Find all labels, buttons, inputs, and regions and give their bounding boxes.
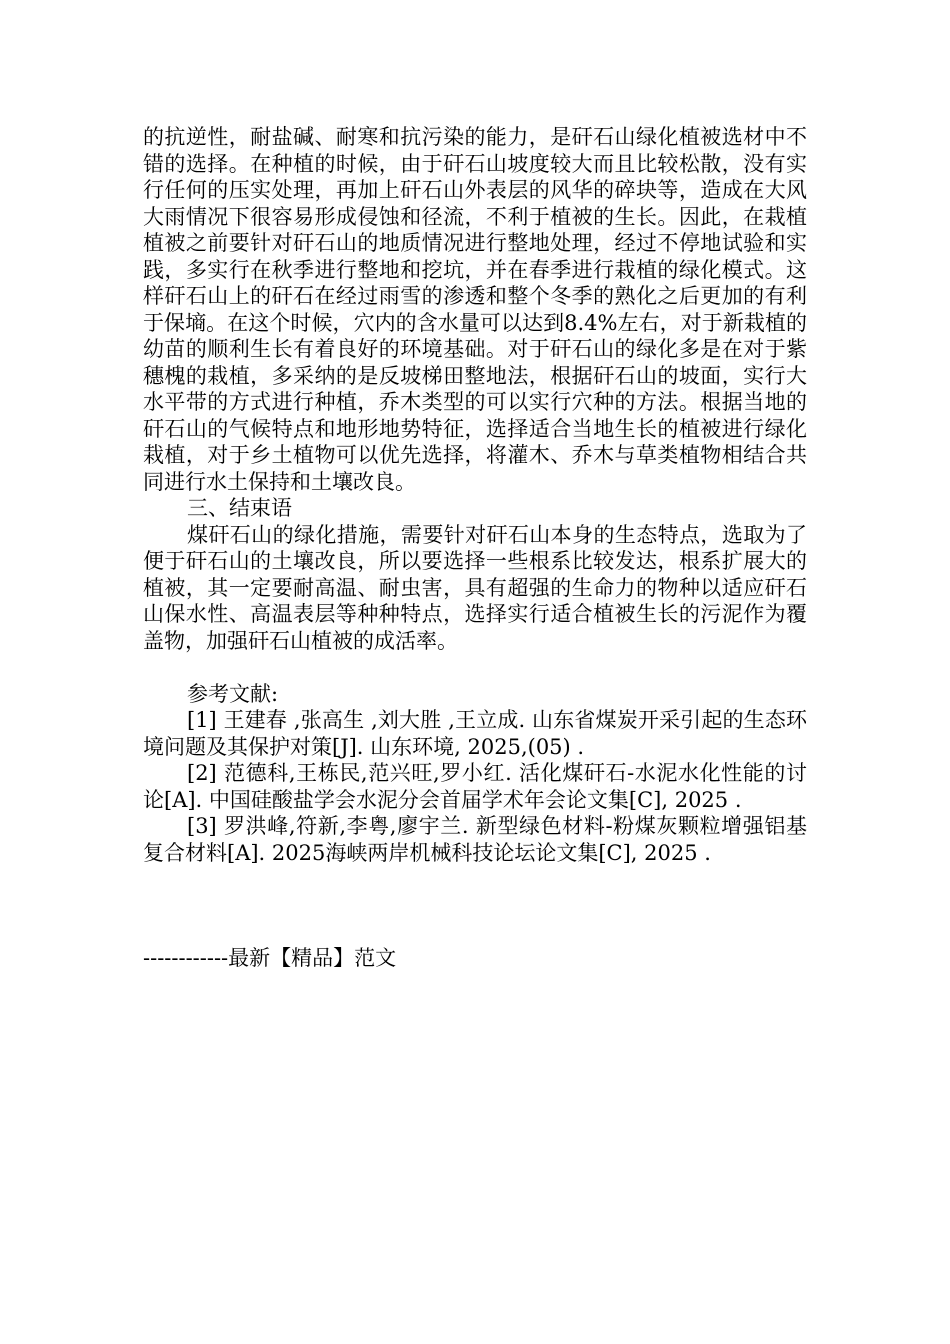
conclusion-paragraph: 煤矸石山的绿化措施，需要针对矸石山本身的生态特点，选取为了便于矸石山的土壤改良，所以要选择一些根系比较发达，根系扩展大的植被，其一定要耐高温、耐虫害，具有超强的生命力的物种以适应矸石山保水性、高温表层等种种特点，选择实行适合植被生长的污泥作为覆盖物，加强矸石山植被的成活率。 (143, 522, 807, 653)
blank-line (143, 654, 807, 681)
reference-item-2: [2] 范德科,王栋民,范兴旺,罗小红. 活化煤矸石-水泥水化性能的讨论[A]. 中国硅酸盐学会水泥分会首届学术年会论文集[C], 2025 . (143, 761, 807, 812)
document-body (143, 124, 807, 866)
section-heading: 三、结束语 (187, 496, 292, 520)
reference-item-1: [1] 王建春 ,张高生 ,刘大胜 ,王立成. 山东省煤炭开采引起的生态环境问题及其保护对策[J]. 山东环境, 2025,(05) . (143, 708, 807, 759)
references-heading: 参考文献: (187, 681, 279, 706)
reference-item-3: [3] 罗洪峰,符新,李粤,廖宇兰. 新型绿色材料-粉煤灰颗粒增强铝基复合材料[A]. 2025海峡两岸机械科技论坛论文集[C], 2025 . (143, 814, 807, 865)
footer-text: ------------最新【精品】范文 (143, 946, 397, 970)
paragraph-continued: 的抗逆性，耐盐碱、耐寒和抗污染的能力，是矸石山绿化植被选材中不错的选择。在种植的时候，由于矸石山坡度较大而且比较松散，没有实行任何的压实处理，再加上矸石山外表层的风华的碎块等，造成在大风大雨情况下很容易形成侵蚀和径流，不利于植被的生长。因此，在栽植植被之前要针对矸石山的地质情况进行整地处理，经过不停地试验和实践，多实行在秋季进行整地和挖坑，并在春季进行栽植的绿化模式。这样矸石山上的矸石在经过雨雪的渗透和整个冬季的熟化之后更加的有利于保墒。在这个时候，穴内的含水量可以达到8.4%左右，对于新栽植的幼苗的顺利生长有着良好的环境基础。对于矸石山的绿化多是在对于紫穗槐的栽植，多采纳的是反坡梯田整地法，根据矸石山的坡面，实行大水平带的方式进行种植，乔木类型的可以实行穴种的方法。根据当地的矸石山的气候特点和地形地势特征，选择适合当地生长的植被进行绿化栽植，对于乡土植物可以优先选择，将灌木、乔木与草类植物相结合共同进行水土保持和土壤改良。 (143, 125, 807, 494)
